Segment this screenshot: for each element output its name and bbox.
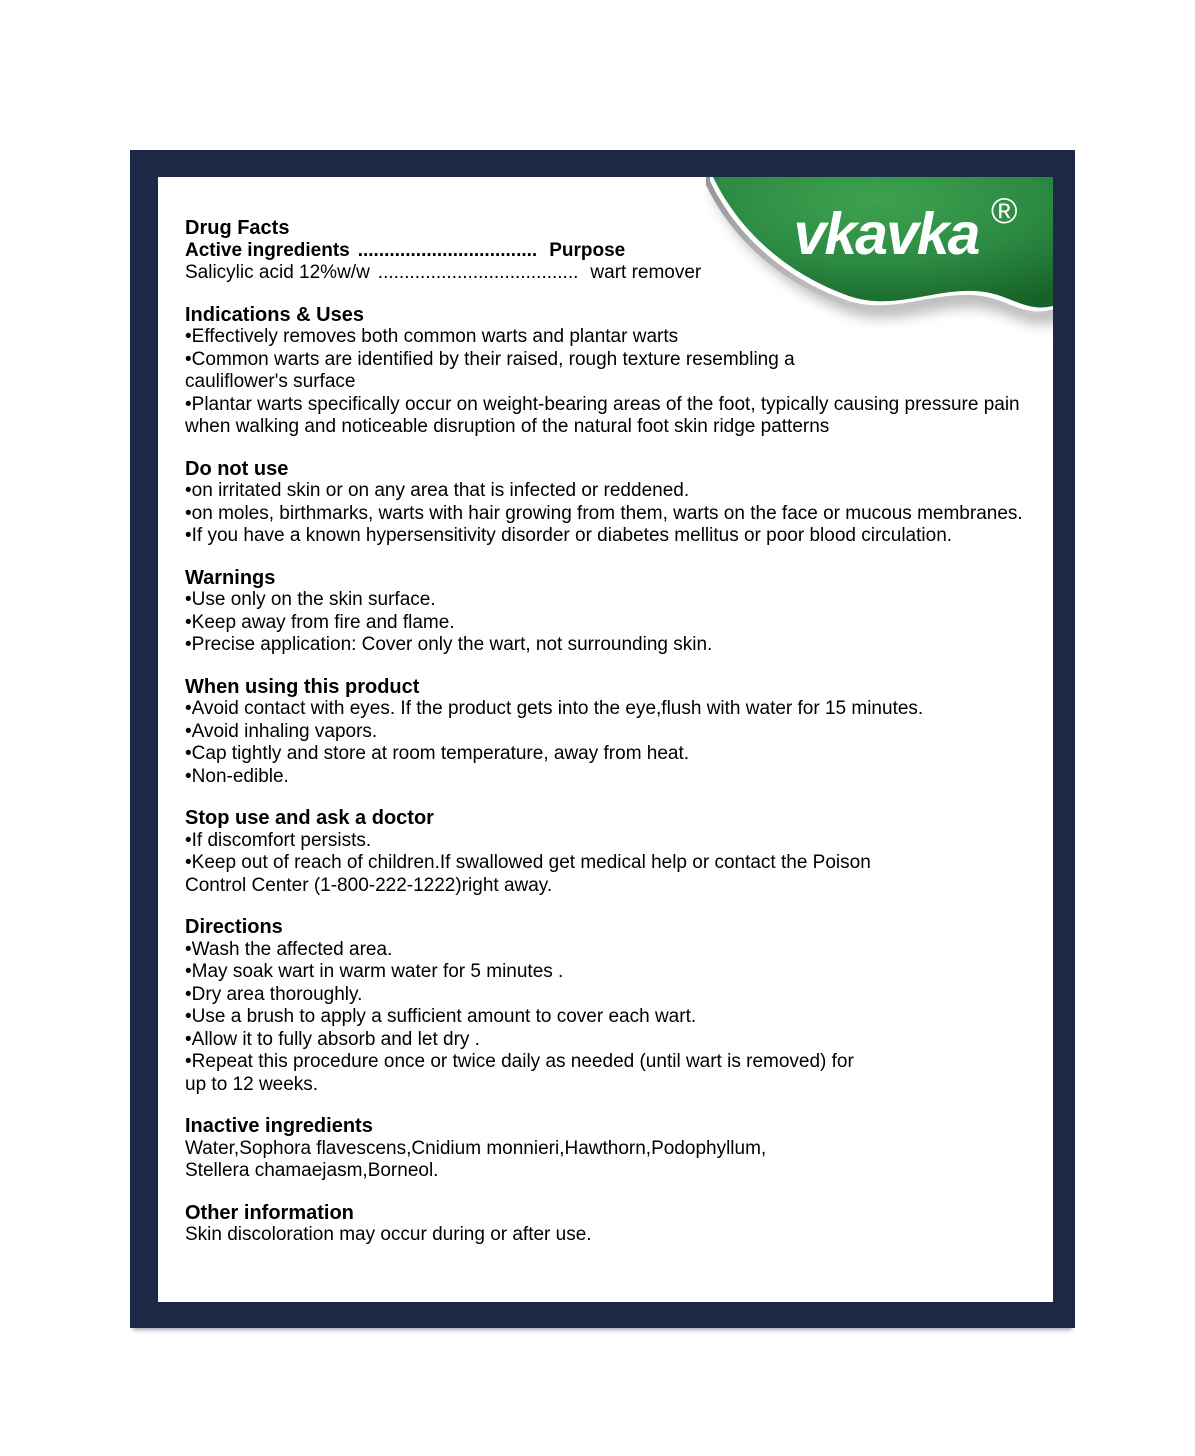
- label-content: [158, 177, 1053, 1302]
- ingredient-name: Salicylic acid 12%w/w: [185, 262, 370, 283]
- section-heading: Indications & Uses: [185, 303, 364, 326]
- text-line: •Cap tightly and store at room temperature, away from heat.: [185, 743, 690, 764]
- text-line: •Precise application: Cover only the wart, not surrounding skin.: [185, 634, 713, 655]
- section-heading: Directions: [185, 916, 283, 938]
- section-stop-use: [185, 807, 1027, 897]
- label-frame: [130, 150, 1075, 1328]
- section-when-using: [185, 676, 1027, 789]
- leader-dots: ..................................: [357, 239, 538, 261]
- section-heading: Do not use: [185, 457, 289, 480]
- ingredient-purpose: wart remover: [590, 262, 702, 283]
- text-line: •Use only on the skin surface.: [185, 589, 436, 610]
- purpose-label: Purpose: [549, 239, 626, 261]
- text-line: Water,Sophora flavescens,Cnidium monnieri,Hawthorn,Podophyllum,: [185, 1137, 767, 1159]
- text-line: •Allow it to fully absorb and let dry .: [185, 1028, 480, 1050]
- active-ingredients-label: Active ingredients: [185, 239, 350, 261]
- active-ingredients-row: [185, 240, 1027, 263]
- registered-mark-icon: ®: [991, 190, 1018, 231]
- section-other-information: [185, 1202, 1027, 1247]
- section-inactive-ingredients: [185, 1115, 1027, 1183]
- text-line: •Common warts are identified by their raised, rough texture resembling a: [185, 348, 795, 370]
- text-line: up to 12 weeks.: [185, 1073, 319, 1095]
- text-line: •If discomfort persists.: [185, 829, 372, 851]
- text-line: •on moles, birthmarks, warts with hair growing from them, warts on the face or mucous membranes.: [185, 502, 1023, 524]
- text-line: •Wash the affected area.: [185, 938, 393, 960]
- text-line: •May soak wart in warm water for 5 minutes .: [185, 961, 564, 982]
- text-line: when walking and noticeable disruption of the natural foot skin ridge patterns: [185, 416, 830, 437]
- text-line: •Plantar warts specifically occur on weight-bearing areas of the foot, typically causing pressure pain: [185, 393, 1020, 415]
- section-heading: Other information: [185, 1201, 354, 1224]
- section-directions: [185, 916, 1027, 1096]
- text-line: •Use a brush to apply a sufficient amount to cover each wart.: [185, 1006, 697, 1027]
- text-line: •Avoid contact with eyes. If the product gets into the eye,flush with water for 15 minutes.: [185, 698, 924, 719]
- section-warnings: [185, 567, 1027, 657]
- text-line: cauliflower's surface: [185, 371, 356, 392]
- text-line: •Keep out of reach of children.If swallowed get medical help or contact the Poison: [185, 852, 871, 873]
- section-heading: Inactive ingredients: [185, 1115, 373, 1137]
- text-line: •Keep away from fire and flame.: [185, 611, 455, 633]
- text-line: Skin discoloration may occur during or after use.: [185, 1224, 592, 1245]
- text-line: Stellera chamaejasm,Borneol.: [185, 1160, 439, 1181]
- section-do-not-use: [185, 458, 1027, 548]
- text-line: •Effectively removes both common warts and plantar warts: [185, 326, 679, 347]
- section-heading: Warnings: [185, 566, 276, 589]
- text-line: •on irritated skin or on any area that is infected or reddened.: [185, 480, 690, 501]
- drug-facts-title: Drug Facts: [185, 217, 290, 239]
- brand-name: vkavka: [793, 201, 979, 267]
- text-line: •Avoid inhaling vapors.: [185, 720, 378, 742]
- section-heading: Stop use and ask a doctor: [185, 807, 434, 829]
- text-line: Control Center (1-800-222-1222)right away.: [185, 874, 553, 896]
- drug-facts-text: [158, 177, 1053, 1247]
- ingredient-row: [185, 262, 1027, 285]
- text-line: •Non-edible.: [185, 765, 289, 787]
- section-heading: When using this product: [185, 675, 420, 698]
- section-indications-uses: [185, 304, 1027, 439]
- leader-dots: ......................................: [377, 262, 579, 283]
- text-line: •Repeat this procedure once or twice daily as needed (until wart is removed) for: [185, 1051, 854, 1072]
- text-line: •If you have a known hypersensitivity disorder or diabetes mellitus or poor blood circulation.: [185, 525, 953, 546]
- text-line: •Dry area thoroughly.: [185, 983, 363, 1005]
